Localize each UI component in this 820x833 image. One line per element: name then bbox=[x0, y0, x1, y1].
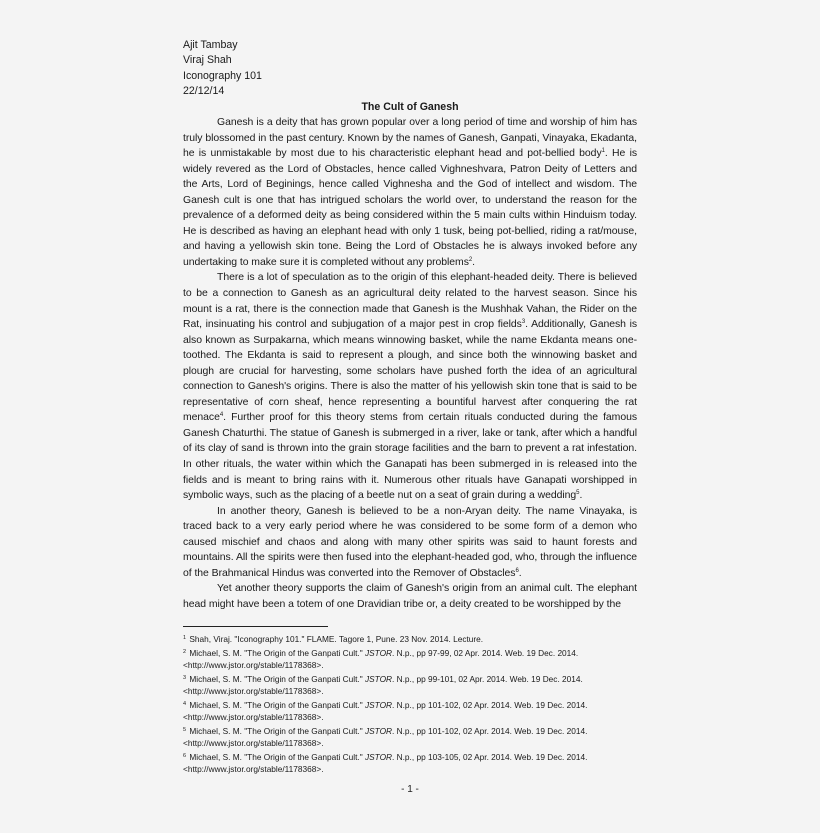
footnote: $^4$ Michael, S. M. "The Origin of the Ganpati Cult." JSTOR. N.p., pp 101-102, 02 Apr. 2014. Web. 19 Dec. 2014. <http://www.jstor.org/stable/1178368>. bbox=[183, 698, 643, 724]
footnote-number: 2 bbox=[183, 648, 187, 655]
body-paragraph: There is a lot of speculation as to the origin of this elephant-headed deity. There is believed to be a connection to Ganesh as an agricultural deity related to the harvest season. Since his mount is a rat, there is the connection made that Ganesh is the Mushhak Vahan, the Rider on the Rat, insinuating his control and subjugation of a major pest in crop fields$^3$. Additionally, Ganesh is also known as Surpakarna, which means winnowing basket, while the name Ekdanta means one-toothed. The Ekdanta is said to represent a plough, and since both the winnowing basket and plough are crucial for harvesting, some scholars have pushed forth the idea of an agricultural connection to Ganesh's origins. There is also the matter of his yellowish skin tone that is said to be representative of corn sheaf, hence representing a bountiful harvest after conquering the rat menace$^4$. Further proof for this theory stems from certain rituals conducted during the famous Ganesh Chaturthi. The statue of Ganesh is submerged in a river, lake or tank, after which a handful of its clay of sand is thrown into the grain storage facilities and the barn to prevent a rat infestation. In other rituals, the water within which the Ganapati has been submerged in is released into the fields and is meant to bring rains with it. Numerous other rituals have Ganapati worshipped in symbolic ways, such as the placing of a beetle nut on a seat of grain during a wedding$^5$. bbox=[183, 272, 638, 502]
footnote-number: 5 bbox=[183, 726, 187, 733]
footnote-marker: 2 bbox=[468, 256, 473, 263]
footnote-number: 4 bbox=[183, 700, 187, 707]
journal-name: JSTOR bbox=[364, 725, 393, 736]
body-text bbox=[183, 115, 637, 613]
footnote-separator bbox=[183, 626, 328, 627]
footnote: $^6$ Michael, S. M. "The Origin of the Ganpati Cult." JSTOR. N.p., pp 103-105, 02 Apr. 2014. Web. 19 Dec. 2014. <http://www.jstor.org/stable/1178368>. bbox=[183, 750, 643, 776]
footnote-url: <http://www.jstor.org/stable/1178368>. bbox=[183, 738, 324, 748]
document-title: The Cult of Ganesh bbox=[361, 100, 459, 113]
footnote: $^3$ Michael, S. M. "The Origin of the Ganpati Cult." JSTOR. N.p., pp 99-101, 02 Apr. 2014. Web. 19 Dec. 2014. <http://www.jstor.org/stable/1178368>. bbox=[183, 672, 643, 698]
footnote-marker: 5 bbox=[576, 490, 580, 497]
instructor-name: Viraj Shah bbox=[183, 54, 232, 67]
footnotes bbox=[183, 632, 643, 776]
author-name: Ajit Tambay bbox=[183, 39, 238, 51]
footnote-number: 3 bbox=[183, 674, 187, 681]
body-paragraph: Ganesh is a deity that has grown popular over a long period of time and worship of him has truly blossomed in the past century. Known by the names of Ganesh, Ganpati, Vinayaka, Ekadanta, he is unmistakable by most due to his characteristic elephant head and pot-bellied body$^1$. He is widely revered as the Lord of Obstacles, hence called Vighneshvara, Patron Deity of Letters and the Arts, Lord of Beginings, hence called Vighnesha and the God of intellect and wisdom. The Ganesh cult is one that has intrigued scholars the world over, to understand the reason for the prevalence of a deformed deity as being considered within the 5 main cults within Hinduism today. He is described as having an elephant head with only 1 tusk, being pot-bellied, riding a rat/mouse, and having a yellowish skin tone. Being the Lord of Obstacles he is always invoked before any undertaking to make sure it is completed without any problems$^2$. bbox=[183, 116, 638, 268]
footnote: $^1$ Shah, Viraj. "Iconography 101." FLAME. Tagore 1, Pune. 23 Nov. 2014. Lecture. bbox=[183, 634, 484, 644]
footnote-url: <http://www.jstor.org/stable/1178368>. bbox=[183, 686, 324, 696]
journal-name: JSTOR bbox=[364, 699, 393, 710]
footnote-marker: 4 bbox=[219, 412, 224, 419]
journal-name: JSTOR bbox=[364, 673, 393, 684]
footnote: $^2$ Michael, S. M. "The Origin of the Ganpati Cult." JSTOR. N.p., pp 97-99, 02 Apr. 2014. Web. 19 Dec. 2014. <http://www.jstor.org/stable/1178368>. bbox=[183, 646, 643, 672]
footnote-number: 6 bbox=[183, 752, 187, 759]
footnote-marker: 3 bbox=[521, 319, 526, 326]
footnote-marker: 1 bbox=[601, 148, 605, 155]
footnote-url: <http://www.jstor.org/stable/1178368>. bbox=[183, 660, 324, 670]
footnote-number: 1 bbox=[183, 635, 187, 641]
course-name: Iconography 101 bbox=[183, 69, 262, 82]
journal-name: JSTOR bbox=[364, 647, 393, 658]
footnote-url: <http://www.jstor.org/stable/1178368>. bbox=[183, 712, 324, 722]
footnote-url: <http://www.jstor.org/stable/1178368>. bbox=[183, 764, 324, 774]
body-paragraph: In another theory, Ganesh is believed to be a non-Aryan deity. The name Vinayaka, is traced back to a very early period where he was considered to be some form of a demon who caused mischief and chaos and along with many other spirits was said to haunt forests and mountains. All the spirits were then fused into the elephant-headed god, who, through the influence of the Brahmanical Hindus was converted into the Remover of Obstacles$^6$. bbox=[183, 505, 637, 579]
document-date: 22/12/14 bbox=[183, 85, 225, 98]
footnote: $^5$ Michael, S. M. "The Origin of the Ganpati Cult." JSTOR. N.p., pp 101-102, 02 Apr. 2014. Web. 19 Dec. 2014. <http://www.jstor.org/stable/1178368>. bbox=[183, 724, 643, 750]
page-number: - 1 - bbox=[401, 784, 419, 795]
body-paragraph: Yet another theory supports the claim of Ganesh's origin from an animal cult. The elephant head might have been a totem of one Dravidian tribe or, a deity created to be worshipped by the bbox=[183, 583, 637, 610]
document-page bbox=[183, 38, 637, 612]
footnote-marker: 6 bbox=[515, 567, 519, 574]
journal-name: JSTOR bbox=[364, 751, 393, 762]
